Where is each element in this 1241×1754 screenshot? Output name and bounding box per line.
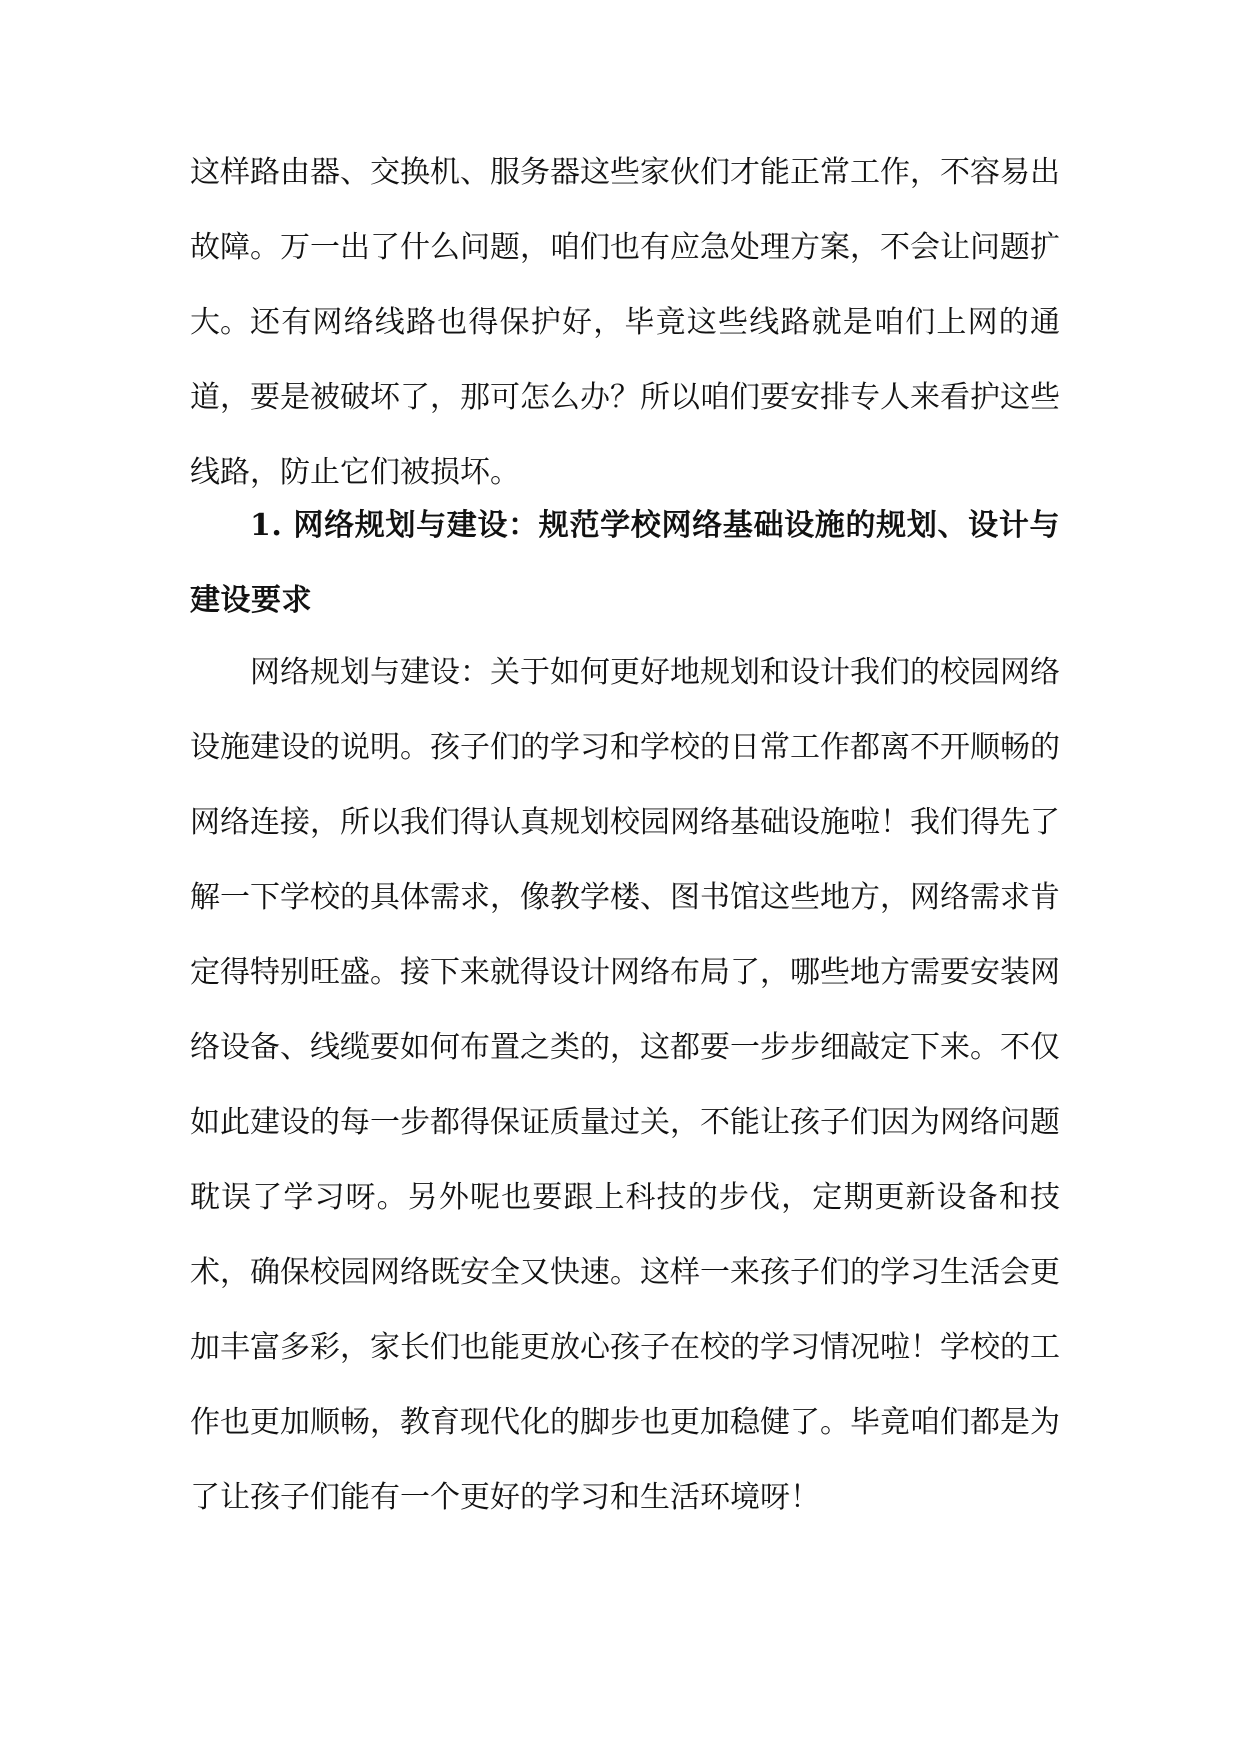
paragraph-continuation: 这样路由器、交换机、服务器这些家伙们才能正常工作，不容易出故障。万一出了什么问题，咱们也有应急处理方案，不会让问题扩大。 bbox=[190, 155, 1060, 340]
paragraph-line-protection: 还有网络线路也得保护好，毕竟这些线路就是咱们上网的通道，要是被破坏了，那可怎么办？所以咱们要安排专人来看护这些线路，防止它们被损坏。 bbox=[190, 305, 1060, 490]
section-heading: 1. 网络规划与建设：规范学校网络基础设施的规划、设计与建设要求 bbox=[190, 508, 1060, 618]
paragraph-network-planning: 网络规划与建设：关于如何更好地规划和设计我们的校园网络设施建设的说明。孩子们的学习和学校的日常工作都离不开顺畅的网络连接，所以我们得认真规划校园网络基础设施啦！我们得先了解一下学校的具体需求，像教学楼、图书馆这些地方，网络需求肯定得特别旺盛。接下来就得设计网络布局了，哪些地方需要安装网络设备、线缆要如何布置之类的，这都要一步步细敲定下来。不仅如此建设的每一步都得保证质量过关，不能让孩子们因为网络问题耽误了学习呀。另外呢也要跟上科技的步伐，定期更新设备和技术，确保校园网络既安全又快速。这样一来孩子们的学习生活会更加丰富多彩，家长们也能更放心孩子在校的学习情况啦！学校的工作也更加顺畅，教育现代化的脚步也更加稳健了。毕竟咱们都是为了让孩子们能有一个更好的学习和生活环境呀！ bbox=[190, 655, 1060, 1515]
